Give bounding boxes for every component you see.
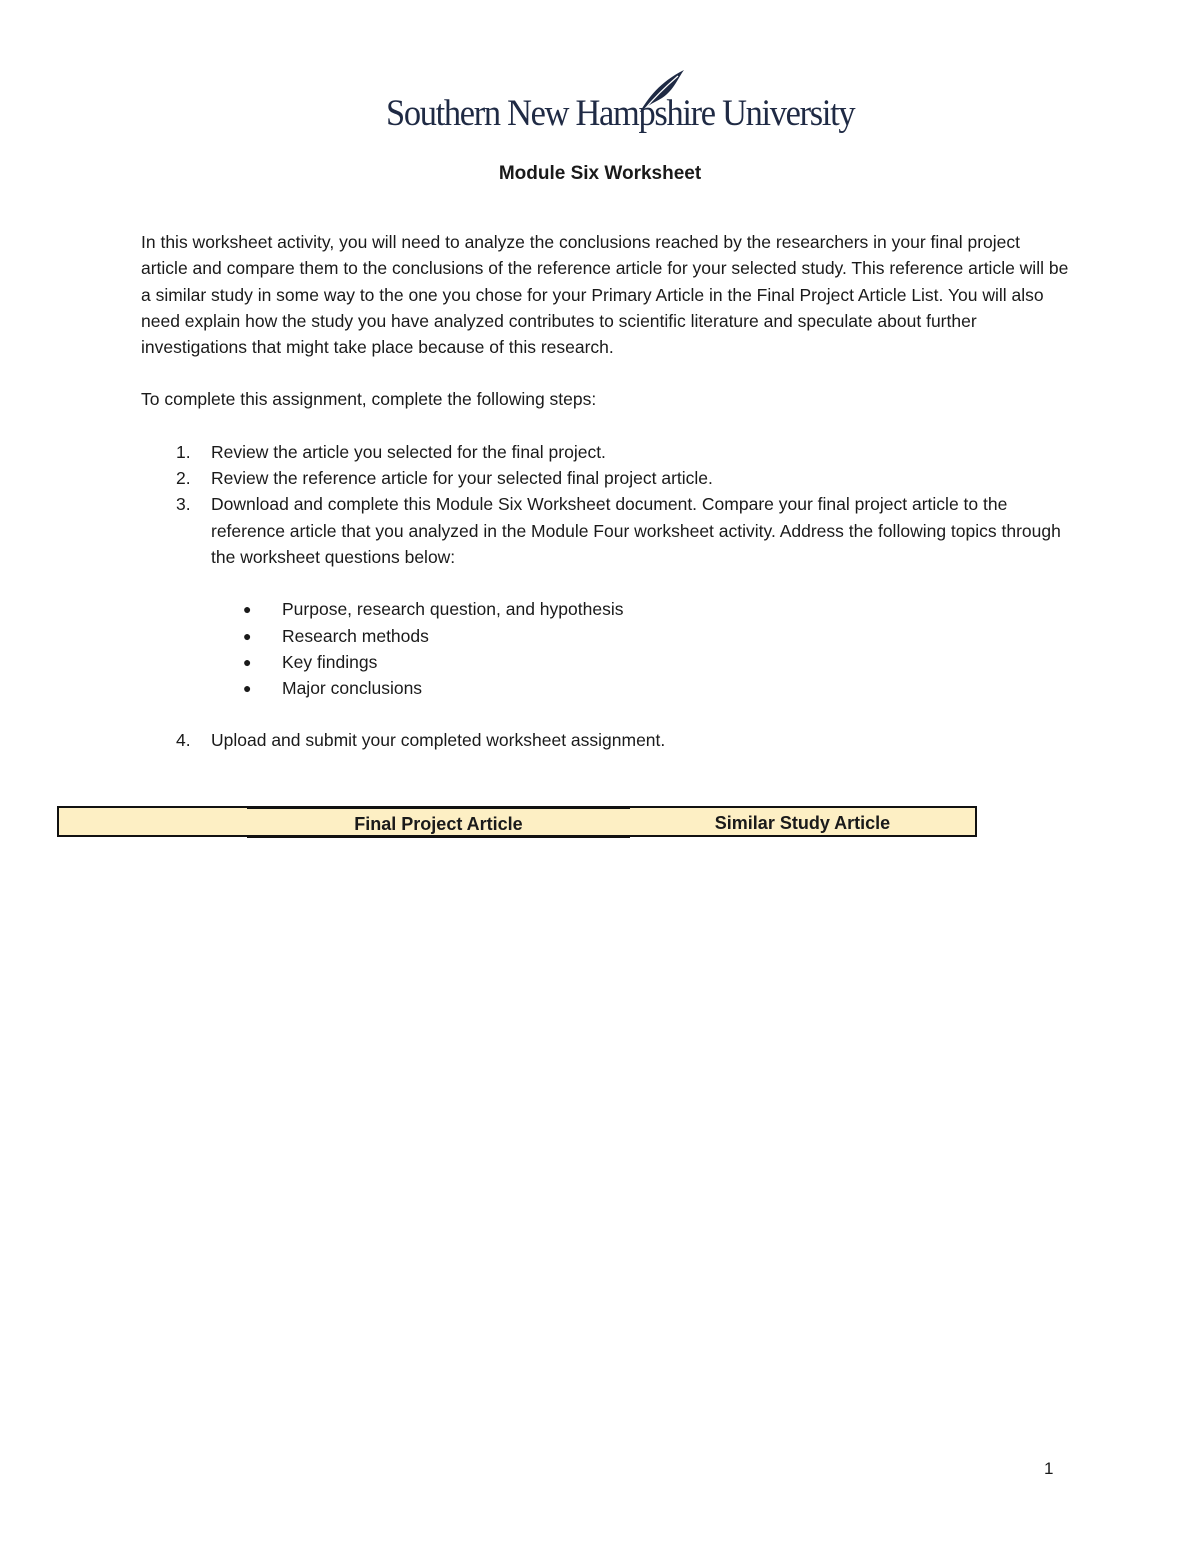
university-name: Southern New Hampshire University [386,93,855,134]
table-header-final-project-article[interactable]: Final Project Article [247,808,630,838]
list-item [141,465,1071,491]
bullet-icon: ● [243,653,252,670]
worksheet-body [141,229,1071,754]
final-step-list [141,727,1071,753]
steps-lead-text: To complete this assignment, complete the following steps: [141,389,597,410]
step-text: Upload and submit your completed worksheet assignment. [211,730,666,751]
topic-text: Major conclusions [282,678,423,699]
list-item [141,623,1071,649]
step-number: 1. [176,441,191,462]
university-logo [386,68,855,140]
list-item [141,675,1071,701]
bullet-icon: ● [243,601,252,618]
topic-text: Purpose, research question, and hypothesis [282,599,624,620]
table-header-similar-study-article[interactable]: Similar Study Article [714,813,891,833]
steps-list [141,439,1071,570]
page-number: 1 [1044,1459,1054,1478]
step-text: Download and complete this Module Six Worksheet document. Compare your final project article to the reference article that you analyzed in the Module Four worksheet activity. Address the following topics through the worksheet questions below: [211,494,1061,567]
step-number: 3. [176,494,191,515]
list-item [141,727,1071,753]
table-header-cell-blank[interactable] [59,808,247,835]
bullet-icon: ● [243,627,252,644]
step-number: 2. [176,468,191,489]
topics-list [141,596,1071,701]
intro-paragraph: In this worksheet activity, you will need to analyze the conclusions reached by the researchers in your final project article and compare them to the conclusions of the reference article for your selected study. This reference article will be a similar study in some way to the one you chose for your Primary Article in the Final Project Article List. You will also need explain how the study you have analyzed contributes to scientific literature and speculate about further investigations that might take place because of this research. [141,232,1069,358]
step-text: Review the article you selected for the final project. [211,441,606,462]
list-item [141,649,1071,675]
bullet-icon: ● [243,680,252,697]
page-title: Module Six Worksheet [498,163,702,184]
step-text: Review the reference article for your selected final project article. [211,468,713,489]
topic-text: Research methods [282,625,429,646]
list-item [141,596,1071,622]
step-number: 4. [176,730,191,751]
topic-text: Key findings [282,651,378,672]
list-item [141,439,1071,465]
list-item [141,491,1071,570]
comparison-table-header [57,806,977,837]
